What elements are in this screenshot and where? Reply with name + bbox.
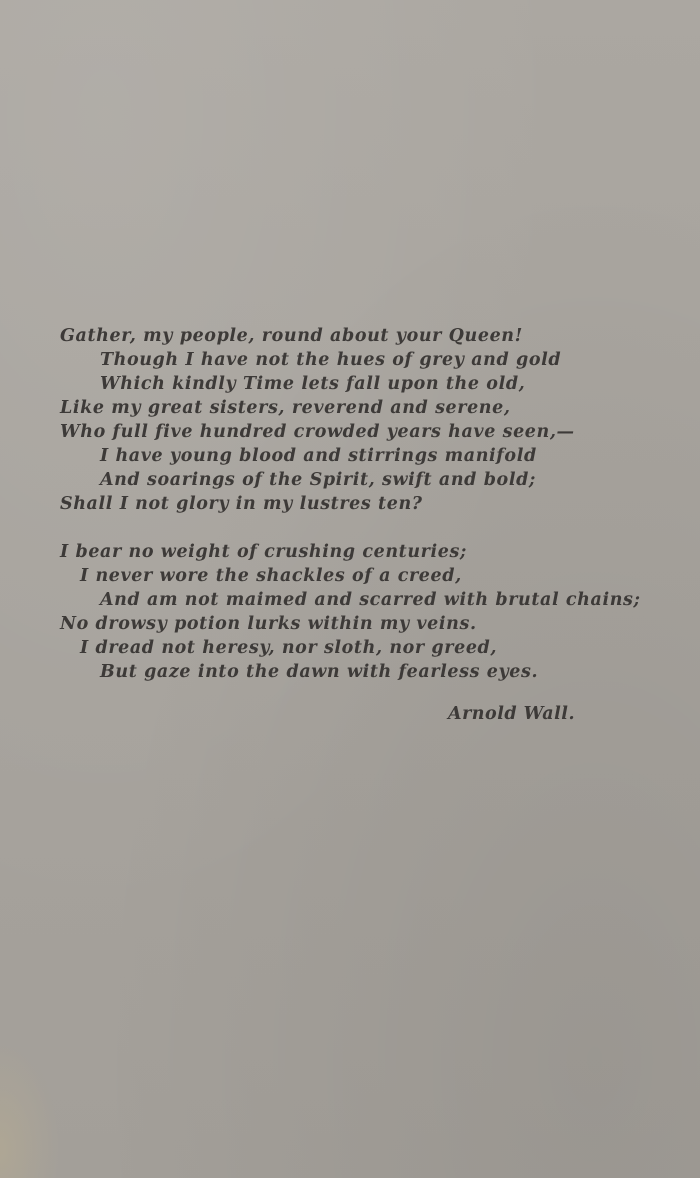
poem-line: Though I have not the hues of grey and gold: [100, 350, 562, 370]
poem-line: I bear no weight of crushing centuries;: [60, 542, 467, 562]
poem-line: Gather, my people, round about your Queen!: [60, 326, 523, 346]
poem-line: I never wore the shackles of a creed,: [80, 566, 462, 586]
poem-line: I dread not heresy, nor sloth, nor greed,: [80, 638, 498, 658]
poem-line: Like my great sisters, reverend and serene,: [60, 398, 511, 418]
poem-line: Shall I not glory in my lustres ten?: [60, 494, 423, 514]
poem-line: And am not maimed and scarred with brutal chains;: [100, 590, 641, 610]
author-signature: Arnold Wall.: [448, 704, 576, 724]
poem-line: And soarings of the Spirit, swift and bold;: [100, 470, 536, 490]
poem-line: Who full five hundred crowded years have seen,—: [60, 422, 575, 442]
poem-line: Which kindly Time lets fall upon the old,: [100, 374, 526, 394]
poem-line: No drowsy potion lurks within my veins.: [60, 614, 477, 634]
paper-stain: [0, 1038, 60, 1178]
poem-line: But gaze into the dawn with fearless eyes.: [100, 662, 539, 682]
poem-line: I have young blood and stirrings manifold: [100, 446, 537, 466]
